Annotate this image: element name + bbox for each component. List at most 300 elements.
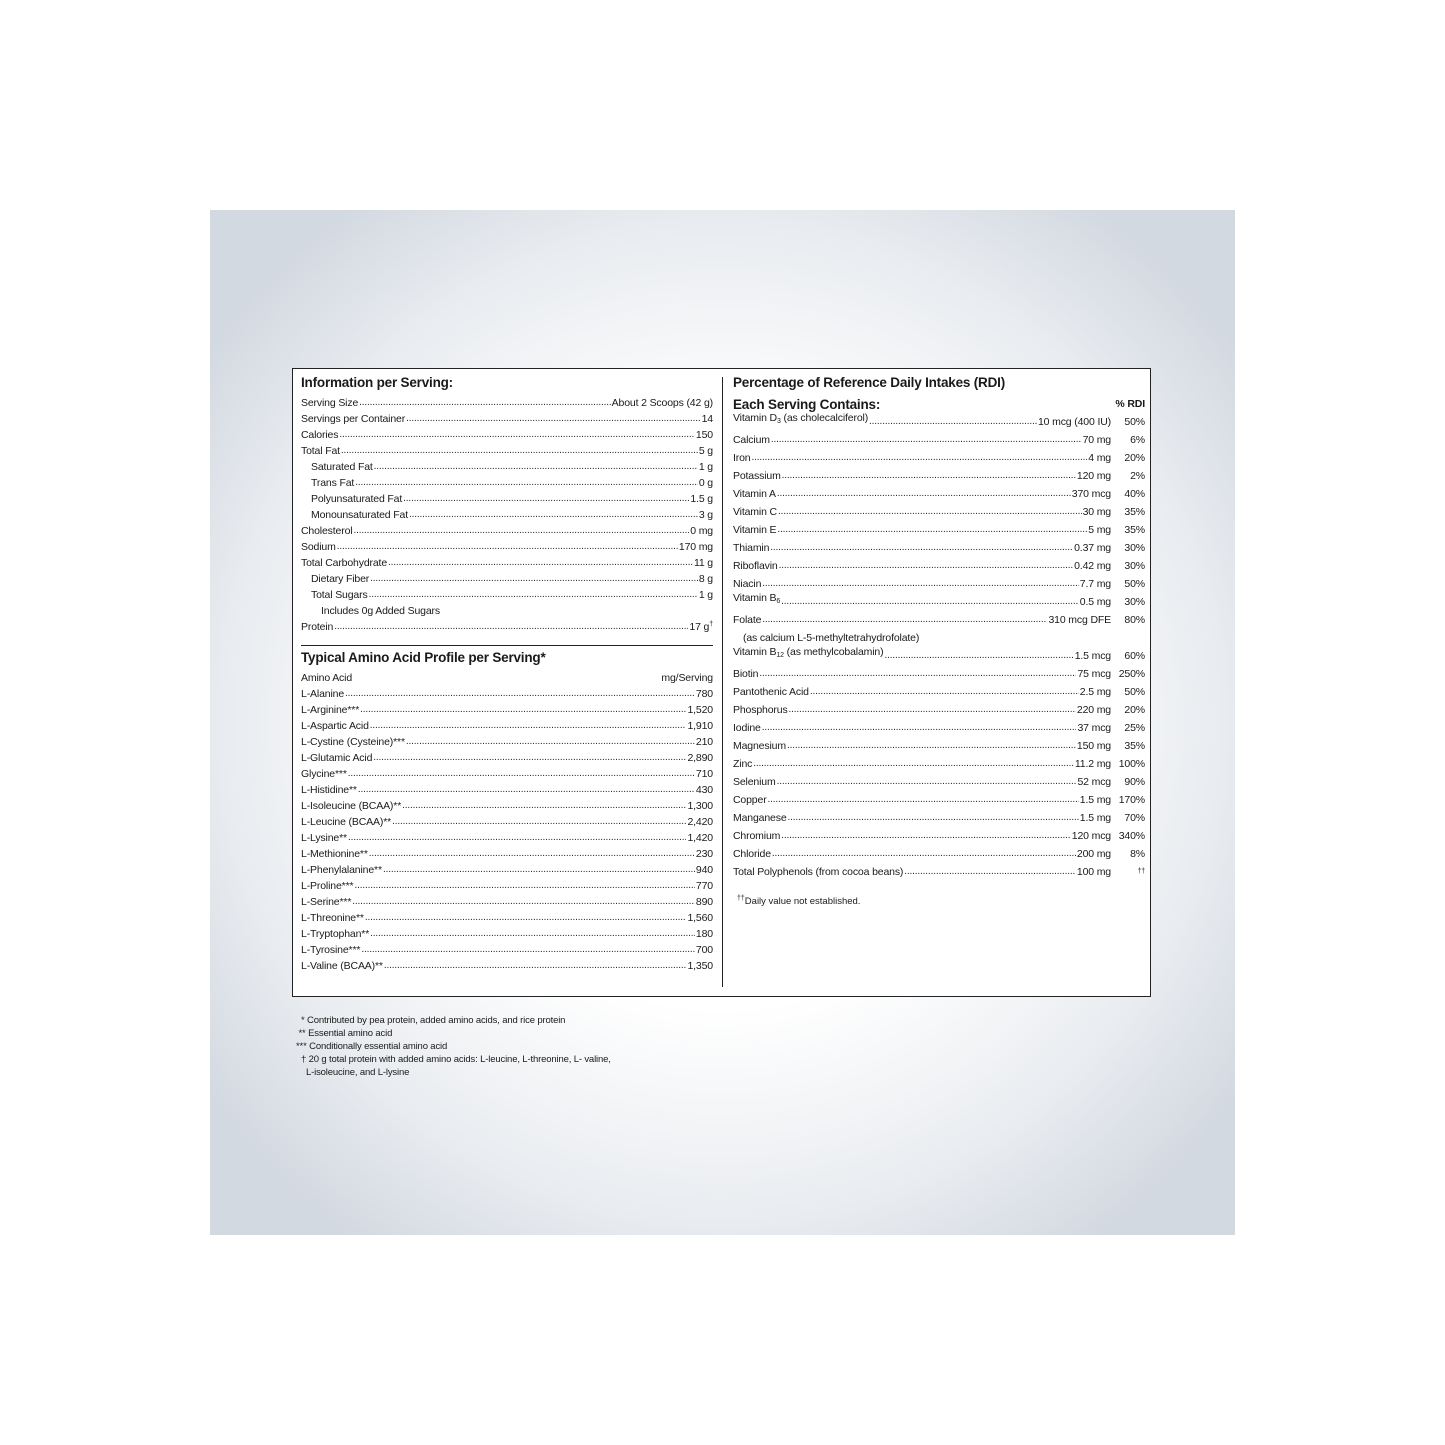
serving-row [301, 539, 713, 555]
leader-dots [788, 809, 1079, 827]
leader-dots [388, 555, 693, 571]
amino-row-label: L-Leucine (BCAA)** [301, 816, 392, 828]
rdi-row [733, 647, 1145, 665]
rdi-row-label [733, 683, 809, 701]
rdi-note-label: (as calcium L-5-methyltetrahydrofolate) [743, 632, 920, 644]
rdi-row-qualifier: (as cholecalciferol) [780, 412, 869, 424]
rdi-row-pct: 30% [1124, 542, 1145, 554]
leader-dots [409, 507, 698, 523]
amino-row-value: 2,890 [687, 752, 713, 764]
rdi-row-pct: 100% [1118, 758, 1145, 770]
serving-row-label: Total Carbohydrate [301, 557, 388, 569]
amino-row-label: L-Tryptophan** [301, 928, 370, 940]
rdi-row-name: Vitamin C [733, 506, 777, 518]
rdi-row [733, 719, 1145, 737]
rdi-row-value: 10 mcg (400 IU) [1037, 416, 1111, 428]
serving-row [301, 587, 713, 603]
serving-row-value: 0 g [698, 477, 713, 489]
rdi-row-label [733, 773, 776, 791]
amino-row-value: 770 [695, 880, 713, 892]
rdi-row-pct: 60% [1124, 650, 1145, 662]
rdi-note-mark: †† [737, 895, 745, 902]
rdi-row-name: Folate [733, 614, 762, 626]
rdi-row-name: Thiamin [733, 542, 770, 554]
supplement-facts-label [292, 368, 1151, 997]
rdi-row-value: 0.37 mg [1074, 542, 1111, 554]
amino-row [301, 958, 713, 974]
amino-row-value: 1,560 [687, 912, 713, 924]
rdi-row-pct: 20% [1124, 704, 1145, 716]
rdi-row [733, 791, 1145, 809]
rdi-row-pct: 6% [1130, 434, 1145, 446]
rdi-row-name: Magnesium [733, 740, 786, 752]
rdi-footnote [733, 895, 1145, 907]
amino-row [301, 702, 713, 718]
amino-row [301, 814, 713, 830]
rdi-row [733, 521, 1145, 539]
rdi-row-value: 0.42 mg [1074, 560, 1111, 572]
rdi-row [733, 557, 1145, 575]
serving-row [301, 523, 713, 539]
amino-row-label: L-Phenylalanine** [301, 864, 382, 876]
amino-row-label: L-Methionine** [301, 848, 368, 860]
amino-row [301, 942, 713, 958]
footnote-line: *** Conditionally essential amino acid [296, 1041, 448, 1052]
rdi-row-pct: 35% [1124, 740, 1145, 752]
rdi-row-name: Selenium [733, 776, 776, 788]
rdi-title: Percentage of Reference Daily Intakes (RDI) [733, 375, 1005, 390]
rdi-row [733, 611, 1145, 629]
rdi-row-value: 1.5 mg [1079, 812, 1111, 824]
leader-dots [778, 503, 1082, 521]
rdi-row-label [733, 449, 751, 467]
leader-dots [370, 571, 698, 587]
rdi-row [733, 539, 1145, 557]
rdi-row-name: Chloride [733, 848, 771, 860]
serving-info-rows [301, 395, 713, 603]
rdi-row-pct: 30% [1124, 560, 1145, 572]
leader-dots [392, 814, 686, 830]
rdi-row-label [733, 557, 778, 575]
leader-dots [777, 773, 1077, 791]
amino-row [301, 910, 713, 926]
leader-dots [406, 411, 701, 427]
leader-dots [353, 523, 689, 539]
rdi-row-value: 120 mg [1076, 470, 1111, 482]
serving-row-label: Serving Size [301, 397, 359, 409]
rdi-row-pct: 35% [1124, 506, 1145, 518]
amino-row-label: L-Glutamic Acid [301, 752, 373, 764]
rdi-row-value: 150 mg [1076, 740, 1111, 752]
leader-dots [369, 846, 695, 862]
leader-dots [337, 539, 678, 555]
rdi-row-pct: 25% [1124, 722, 1145, 734]
rdi-row-name: Iodine [733, 722, 761, 734]
rdi-row-value: 2.5 mg [1079, 686, 1111, 698]
amino-row-value: 180 [695, 928, 713, 940]
serving-row [301, 555, 713, 571]
serving-row [301, 491, 713, 507]
serving-row-value: 14 [701, 413, 713, 425]
rdi-row-pct: 90% [1124, 776, 1145, 788]
leader-dots [355, 475, 698, 491]
serving-row [301, 411, 713, 427]
rdi-row-value: 52 mcg [1077, 776, 1111, 788]
rdi-row-name: Vitamin E [733, 524, 777, 536]
rdi-row [733, 845, 1145, 863]
amino-row [301, 926, 713, 942]
rdi-row [733, 737, 1145, 755]
rdi-row-pct: 50% [1124, 416, 1145, 428]
rdi-row-name: Phosphorus [733, 704, 788, 716]
rdi-row-label [733, 589, 780, 611]
leader-dots [759, 665, 1076, 683]
amino-row-label: L-Threonine** [301, 912, 364, 924]
amino-row [301, 766, 713, 782]
rdi-col-pct: % RDI [1115, 398, 1145, 410]
rdi-row [733, 449, 1145, 467]
rdi-row-label [733, 827, 780, 845]
amino-row-label: L-Proline*** [301, 880, 354, 892]
leader-dots [781, 827, 1071, 845]
serving-row-value: 150 [695, 429, 713, 441]
rdi-row-name: Pantothenic Acid [733, 686, 809, 698]
rdi-row-value: 370 mcg [1071, 488, 1111, 500]
amino-row-value: 1,350 [687, 960, 713, 972]
amino-row-value: 710 [695, 768, 713, 780]
serving-row-value: 11 g [693, 557, 713, 569]
serving-row-value: About 2 Scoops (42 g) [611, 397, 713, 409]
leader-dots [768, 791, 1079, 809]
leader-dots [762, 611, 1047, 629]
serving-row-value: 0 mg [690, 525, 713, 537]
serving-row [301, 475, 713, 491]
rdi-row-value: 75 mcg [1077, 668, 1111, 680]
serving-row-label: Total Sugars [311, 589, 368, 601]
leader-dots [752, 449, 1088, 467]
serving-row [301, 395, 713, 411]
amino-row-value: 2,420 [687, 816, 713, 828]
leader-dots [770, 539, 1073, 557]
rdi-row-label [733, 409, 868, 431]
rdi-row-label [733, 521, 776, 539]
rdi-row-value: 1.5 mg [1079, 794, 1111, 806]
leader-dots [762, 575, 1079, 593]
serving-row [301, 571, 713, 587]
rdi-row-name: Biotin [733, 668, 759, 680]
serving-info-title: Information per Serving: [301, 375, 453, 390]
amino-row-value: 890 [695, 896, 713, 908]
amino-row-label: L-Histidine** [301, 784, 357, 796]
amino-row [301, 830, 713, 846]
leader-dots [352, 894, 695, 910]
footnote-line: † 20 g total protein with added amino acids: L-leucine, L-threonine, L- valine, [296, 1054, 611, 1065]
leader-dots [781, 593, 1079, 611]
serving-row-value: 1 g [698, 589, 713, 601]
leader-dots [383, 862, 695, 878]
serving-row [301, 443, 713, 459]
rdi-row-name: Riboflavin [733, 560, 778, 572]
leader-dots [358, 782, 695, 798]
leader-dots [345, 686, 695, 702]
amino-row [301, 734, 713, 750]
rdi-row [733, 467, 1145, 485]
rdi-row-name: Manganese [733, 812, 787, 824]
footnote-line: * Contributed by pea protein, added amino acids, and rice protein [296, 1015, 566, 1026]
rdi-row-name: Copper [733, 794, 767, 806]
leader-dots [354, 878, 694, 894]
serving-row-value: 1.5 g [690, 493, 713, 505]
serving-row-label: Saturated Fat [311, 461, 373, 473]
serving-row [301, 427, 713, 443]
serving-row-value: 1 g [698, 461, 713, 473]
rdi-row-subscript: 3 [776, 418, 781, 425]
rdi-row-name: Vitamin B [733, 646, 777, 658]
rdi-row-value: 37 mcg [1077, 722, 1111, 734]
rdi-row [733, 575, 1145, 593]
right-column [733, 375, 1145, 907]
rdi-row-label [733, 665, 758, 683]
amino-row-value: 1,300 [687, 800, 713, 812]
leader-dots [370, 926, 695, 942]
rdi-row-pct: 20% [1124, 452, 1145, 464]
amino-row [301, 686, 713, 702]
leader-dots [370, 718, 687, 734]
amino-row [301, 862, 713, 878]
rdi-row-label [733, 485, 776, 503]
leader-dots [777, 521, 1087, 539]
rdi-row-label [733, 809, 787, 827]
rdi-row [733, 683, 1145, 701]
protein-dagger: † [709, 621, 713, 628]
rdi-row-name: Calcium [733, 434, 770, 446]
rdi-row-pct: 35% [1124, 524, 1145, 536]
leader-dots [777, 485, 1071, 503]
rdi-row [733, 773, 1145, 791]
rdi-row-value: 4 mg [1088, 452, 1111, 464]
amino-row [301, 782, 713, 798]
rdi-row-pct: 30% [1124, 596, 1145, 608]
amino-row-label: L-Isoleucine (BCAA)** [301, 800, 402, 812]
amino-row [301, 846, 713, 862]
footnote-line: ** Essential amino acid [296, 1028, 393, 1039]
leader-dots [348, 830, 686, 846]
serving-row-value: 3 g [698, 509, 713, 521]
amino-row-label: L-Lysine** [301, 832, 347, 844]
rdi-row-name: Iron [733, 452, 751, 464]
rdi-row-label [733, 719, 761, 737]
leader-dots [772, 845, 1076, 863]
leader-dots [904, 863, 1076, 881]
rdi-row-pct: 340% [1118, 830, 1145, 842]
footnotes [296, 1014, 611, 1079]
added-sugars-line: Includes 0g Added Sugars [321, 605, 440, 617]
serving-row [301, 459, 713, 475]
leader-dots [771, 431, 1082, 449]
serving-row-label: Total Fat [301, 445, 340, 457]
amino-row [301, 750, 713, 766]
rdi-row-label [733, 503, 777, 521]
leader-dots [348, 766, 695, 782]
column-divider [722, 377, 723, 987]
rdi-row [733, 863, 1145, 881]
amino-row-label: L-Serine*** [301, 896, 352, 908]
rdi-row-name: Vitamin A [733, 488, 776, 500]
section-separator [301, 645, 713, 646]
leader-dots [789, 701, 1076, 719]
rdi-row-value: 7.7 mg [1079, 578, 1111, 590]
protein-value: 17 g [689, 621, 710, 633]
rdi-row-value: 30 mg [1082, 506, 1111, 518]
leader-dots [787, 737, 1076, 755]
rdi-row-pct: 250% [1118, 668, 1145, 680]
rdi-row [733, 809, 1145, 827]
amino-row-label: L-Cystine (Cysteine)*** [301, 736, 405, 748]
rdi-row-value: 100 mg [1076, 866, 1111, 878]
rdi-row-label [733, 863, 903, 881]
amino-row-value: 940 [695, 864, 713, 876]
rdi-subtitle: Each Serving Contains: [733, 397, 881, 412]
rdi-row-pct: 50% [1124, 686, 1145, 698]
left-column [301, 375, 713, 974]
leader-dots [365, 910, 687, 926]
leader-dots [341, 443, 698, 459]
rdi-row [733, 485, 1145, 503]
rdi-row [733, 431, 1145, 449]
rdi-row-name: Chromium [733, 830, 781, 842]
rdi-row-value: 200 mg [1076, 848, 1111, 860]
serving-row-label: Trans Fat [311, 477, 355, 489]
rdi-row-pct: †† [1137, 868, 1145, 875]
serving-row [301, 507, 713, 523]
rdi-row-name: Vitamin D [733, 412, 777, 424]
rdi-row-subscript: 6 [776, 598, 781, 605]
rdi-row [733, 755, 1145, 773]
footnote-line: L-isoleucine, and L-lysine [296, 1067, 410, 1078]
rdi-row-name: Niacin [733, 578, 762, 590]
rdi-row-value: 1.5 mcg [1074, 650, 1111, 662]
rdi-row-label [733, 845, 771, 863]
serving-row-label: Cholesterol [301, 525, 353, 537]
rdi-rows [733, 413, 1145, 881]
rdi-row [733, 665, 1145, 683]
rdi-row-label [733, 737, 786, 755]
rdi-row-value: 220 mg [1076, 704, 1111, 716]
leader-dots [884, 647, 1073, 665]
rdi-row-pct: 50% [1124, 578, 1145, 590]
leader-dots [402, 798, 686, 814]
amino-title: Typical Amino Acid Profile per Serving* [301, 650, 546, 665]
serving-row-label: Dietary Fiber [311, 573, 370, 585]
rdi-row-pct: 170% [1118, 794, 1145, 806]
amino-row-value: 1,420 [687, 832, 713, 844]
rdi-row-pct: 80% [1124, 614, 1145, 626]
rdi-row-name: Zinc [733, 758, 753, 770]
leader-dots [810, 683, 1079, 701]
rdi-row-pct: 8% [1130, 848, 1145, 860]
amino-col-unit: mg/Serving [661, 672, 713, 684]
serving-row-label: Sodium [301, 541, 336, 553]
leader-dots [361, 942, 695, 958]
amino-row-value: 430 [695, 784, 713, 796]
rdi-row-label [733, 791, 767, 809]
amino-row-label: L-Aspartic Acid [301, 720, 369, 732]
leader-dots [782, 467, 1076, 485]
rdi-row-name: Total Polyphenols (from cocoa beans) [733, 866, 904, 878]
rdi-row-subscript: 12 [776, 652, 784, 659]
amino-row [301, 798, 713, 814]
amino-row [301, 718, 713, 734]
rdi-note-text: Daily value not established. [744, 896, 861, 907]
rdi-row [733, 413, 1145, 431]
serving-row-label: Servings per Container [301, 413, 406, 425]
rdi-row-label [733, 539, 769, 557]
serving-row-label: Monounsaturated Fat [311, 509, 408, 521]
leader-dots [779, 557, 1074, 575]
amino-col-label: Amino Acid [301, 672, 353, 684]
rdi-row-value: 70 mg [1082, 434, 1111, 446]
amino-row-value: 700 [695, 944, 713, 956]
leader-dots [374, 459, 698, 475]
rdi-row-label [733, 701, 788, 719]
amino-row-label: Glycine*** [301, 768, 347, 780]
rdi-row-label [733, 431, 770, 449]
rdi-row [733, 701, 1145, 719]
rdi-row-value: 310 mcg DFE [1048, 614, 1111, 626]
leader-dots [360, 702, 686, 718]
rdi-row-value: 0.5 mg [1079, 596, 1111, 608]
rdi-row-label [733, 467, 781, 485]
rdi-row [733, 503, 1145, 521]
rdi-row-value: 120 mcg [1071, 830, 1111, 842]
leader-dots [403, 491, 689, 507]
rdi-row-name: Potassium [733, 470, 781, 482]
leader-dots [753, 755, 1074, 773]
amino-row-value: 230 [695, 848, 713, 860]
amino-rows [301, 686, 713, 974]
serving-row-value: 170 mg [678, 541, 713, 553]
amino-row-label: L-Alanine [301, 688, 345, 700]
rdi-row-pct: 2% [1130, 470, 1145, 482]
serving-row-value: 8 g [698, 573, 713, 585]
leader-dots [762, 719, 1077, 737]
serving-row-value: 5 g [698, 445, 713, 457]
leader-dots [869, 413, 1037, 431]
leader-dots [406, 734, 695, 750]
leader-dots [339, 427, 695, 443]
rdi-row-label [733, 643, 883, 665]
amino-row-value: 1,910 [687, 720, 713, 732]
rdi-row-pct: 40% [1124, 488, 1145, 500]
amino-row-value: 1,520 [687, 704, 713, 716]
serving-row-label: Calories [301, 429, 339, 441]
rdi-row-pct: 70% [1124, 812, 1145, 824]
amino-row-label: L-Tyrosine*** [301, 944, 361, 956]
leader-dots [373, 750, 686, 766]
leader-dots [369, 587, 698, 603]
rdi-row-value: 5 mg [1088, 524, 1111, 536]
rdi-row-qualifier: (as methylcobalamin) [783, 646, 884, 658]
amino-header-row [301, 670, 713, 686]
amino-row-label: L-Valine (BCAA)** [301, 960, 383, 972]
protein-label: Protein [301, 621, 334, 633]
amino-row-label: L-Arginine*** [301, 704, 360, 716]
rdi-row-label [733, 755, 752, 773]
rdi-row [733, 593, 1145, 611]
rdi-row-value: 11.2 mg [1074, 758, 1111, 770]
rdi-row-name: Vitamin B [733, 592, 777, 604]
amino-row-value: 210 [695, 736, 713, 748]
